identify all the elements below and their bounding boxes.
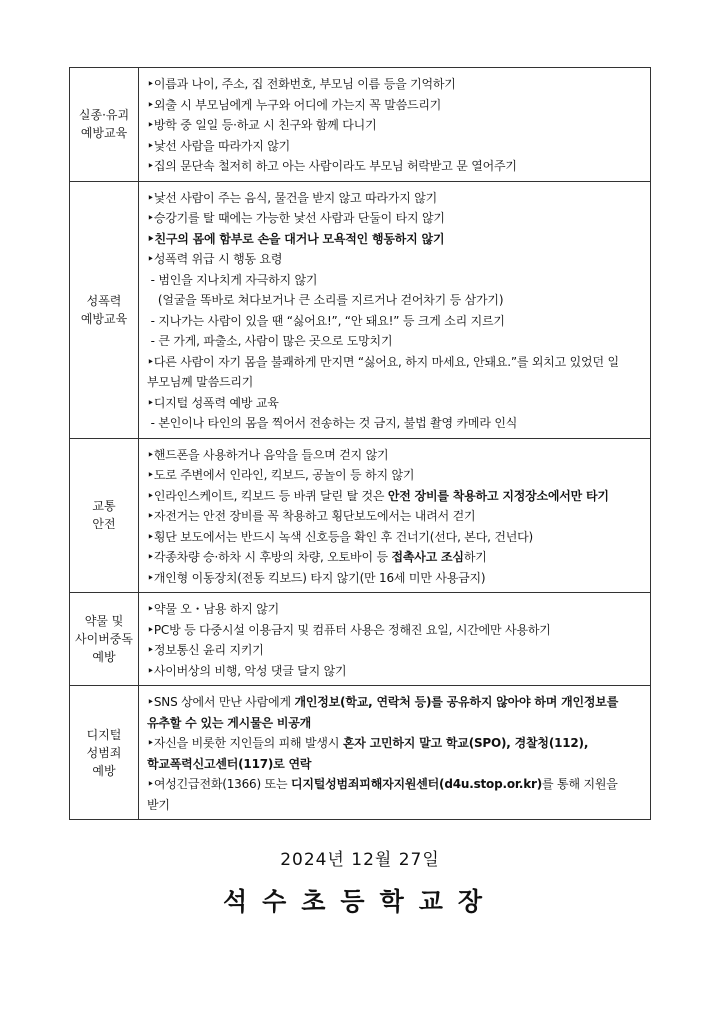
item-text: ‣디지털 성폭력 예방 교육 xyxy=(147,395,279,410)
section-category xyxy=(70,181,139,438)
guideline-item xyxy=(147,599,644,620)
item-text: ‣자전거는 안전 장비를 꼭 착용하고 횡단보도에서는 내려서 걷기 xyxy=(147,509,476,523)
section-row xyxy=(70,593,651,686)
guideline-item xyxy=(147,413,644,434)
guideline-item xyxy=(147,774,644,815)
emphasized-text: 개인정보(학교, 연락처 등)를 공유하지 않아야 하며 개인정보를 유추할 수 있는 게시물은 비공개 xyxy=(147,695,623,730)
item-text: - 큰 가게, 파출소, 사람이 많은 곳으로 도망치기 xyxy=(147,334,393,348)
guideline-item xyxy=(147,270,644,291)
category-label-line: 예방 xyxy=(92,763,116,778)
guideline-item xyxy=(147,640,644,661)
guideline-item xyxy=(147,661,644,682)
item-text: ‣약물 오・남용 하지 않기 xyxy=(147,602,280,616)
guidance-table xyxy=(69,67,651,820)
item-text: ‣외출 시 부모님에게 누구와 어디에 가는지 꼭 말씀드리기 xyxy=(147,97,442,112)
emphasized-text: 안전 장비를 착용하고 지정장소에서만 타기 xyxy=(387,488,609,503)
item-text: ‣성폭력 위급 시 행동 요령 xyxy=(147,252,283,266)
guideline-item xyxy=(147,620,644,641)
item-text: ‣여성긴급전화(1366) 또는 xyxy=(147,777,291,791)
guideline-item xyxy=(147,208,644,229)
item-text: ‣SNS 상에서 만난 사람에게 xyxy=(147,695,295,709)
guideline-item xyxy=(147,465,644,486)
item-text: ‣낯선 사람이 주는 음식, 물건을 받지 않고 따라가지 않기 xyxy=(147,190,438,205)
category-label-line: 예방교육 xyxy=(80,311,128,326)
guideline-item xyxy=(147,568,644,589)
guideline-item xyxy=(147,692,644,733)
guideline-item xyxy=(147,331,644,352)
category-label-line: 실종·유괴 xyxy=(78,108,130,123)
section-content xyxy=(139,686,651,820)
item-text: - 범인을 지나치게 자극하지 않기 xyxy=(147,272,318,287)
guideline-item xyxy=(147,311,644,332)
item-text: ‣이름과 나이, 주소, 집 전화번호, 부모님 이름 등을 기억하기 xyxy=(147,77,456,91)
guideline-item xyxy=(147,74,644,95)
item-text: ‣횡단 보도에서는 반드시 녹색 신호등을 확인 후 건너기(선다, 본다, 건넌다) xyxy=(147,529,533,544)
guideline-item xyxy=(147,547,644,568)
category-label-line: 안전 xyxy=(92,517,116,532)
item-text: ‣인라인스케이트, 킥보드 등 바퀴 달린 탈 것은 xyxy=(147,488,388,503)
section-row xyxy=(70,686,651,820)
guideline-item xyxy=(147,527,644,548)
category-label-line: 디지털 xyxy=(86,727,122,742)
item-text: 를 통해 지원을 받기 xyxy=(147,777,622,812)
item-text: ‣개인형 이동장치(전동 킥보드) 타지 않기(만 16세 미만 사용금지) xyxy=(147,570,486,585)
guideline-item xyxy=(147,733,644,774)
emphasized-text: 혼자 고민하지 말고 학교(SPO), 경찰청(112), 학교폭력신고센터(117)로 연락 xyxy=(147,736,593,771)
category-label-line: 예방 xyxy=(92,650,116,664)
guideline-item xyxy=(147,352,644,393)
category-label-line: 사이버중독 xyxy=(75,632,133,646)
section-row xyxy=(70,68,651,182)
guideline-item xyxy=(147,229,644,250)
guideline-item xyxy=(147,445,644,466)
school-principal-signature: 석수초등학교장 xyxy=(222,887,498,916)
category-label-line: 성폭력 xyxy=(86,293,122,308)
section-category xyxy=(70,593,139,686)
item-text: (얼굴을 똑바로 쳐다보거나 큰 소리를 지르거나 걷어차기 등 삼가기) xyxy=(147,293,504,307)
item-text: ‣낯선 사람을 따라가지 않기 xyxy=(147,138,291,153)
item-text: ‣다른 사람이 자기 몸을 불쾌하게 만지면 “싫어요, 하지 마세요, 안돼요.”를 외치고 있었던 일 부모님께 말씀드리기 xyxy=(147,354,623,389)
item-text: ‣승강기를 탈 때에는 가능한 낯선 사람과 단둘이 타지 않기 xyxy=(147,211,445,225)
document-date: 2024년 12월 27일 xyxy=(280,850,440,870)
item-text: 하기 xyxy=(463,550,487,564)
category-label-line: 교통 xyxy=(92,499,116,514)
item-text: ‣각종차량 승·하차 시 후방의 차량, 오토바이 등 xyxy=(147,550,392,564)
section-category xyxy=(70,68,139,182)
guideline-item xyxy=(147,95,644,116)
category-label-line: 약물 및 xyxy=(84,614,124,628)
item-text: ‣핸드폰을 사용하거나 음악을 들으며 걷지 않기 xyxy=(147,447,389,462)
section-category xyxy=(70,686,139,820)
section-content xyxy=(139,438,651,593)
item-text: ‣정보통신 윤리 지키기 xyxy=(147,643,264,657)
category-label-line: 성범죄 xyxy=(86,745,122,760)
item-text: ‣도로 주변에서 인라인, 킥보드, 공놀이 등 하지 않기 xyxy=(147,468,415,482)
guideline-item xyxy=(147,156,644,177)
guideline-item xyxy=(147,486,644,507)
item-text: ‣집의 문단속 철저히 하고 아는 사람이라도 부모님 허락받고 문 열어주기 xyxy=(147,159,517,173)
section-content xyxy=(139,593,651,686)
guideline-item xyxy=(147,290,644,311)
guideline-item xyxy=(147,249,644,270)
section-content xyxy=(139,68,651,182)
section-row xyxy=(70,181,651,438)
section-row xyxy=(70,438,651,593)
category-label-line: 예방교육 xyxy=(80,126,128,141)
emphasized-text: 디지털성범죄피해자지원센터(d4u.stop.or.kr) xyxy=(290,777,543,791)
item-text: ‣사이버상의 비행, 악성 댓글 달지 않기 xyxy=(147,663,347,678)
item-text: - 본인이나 타인의 몸을 찍어서 전송하는 것 금지, 불법 촬영 카메라 인식 xyxy=(147,416,518,430)
item-text: ‣PC방 등 다중시설 이용금지 및 컴퓨터 사용은 정해진 요일, 시간에만 사용하기 xyxy=(147,622,551,637)
section-content xyxy=(139,181,651,438)
item-text: - 지나가는 사람이 있을 땐 “싫어요!”, “안 돼요!” 등 크게 소리 지르기 xyxy=(147,313,505,328)
item-text: ‣방학 중 일일 등·하교 시 친구와 함께 다니기 xyxy=(147,118,377,132)
guideline-item xyxy=(147,393,644,414)
emphasized-text: 접촉사고 조심 xyxy=(391,550,464,564)
guideline-item xyxy=(147,188,644,209)
item-text: ‣자신을 비롯한 지인들의 피해 발생시 xyxy=(147,736,343,750)
guideline-item xyxy=(147,506,644,527)
emphasized-text: ‣친구의 몸에 함부로 손을 대거나 모욕적인 행동하지 않기 xyxy=(147,231,445,246)
section-category xyxy=(70,438,139,593)
guideline-item xyxy=(147,115,644,136)
guideline-item xyxy=(147,136,644,157)
